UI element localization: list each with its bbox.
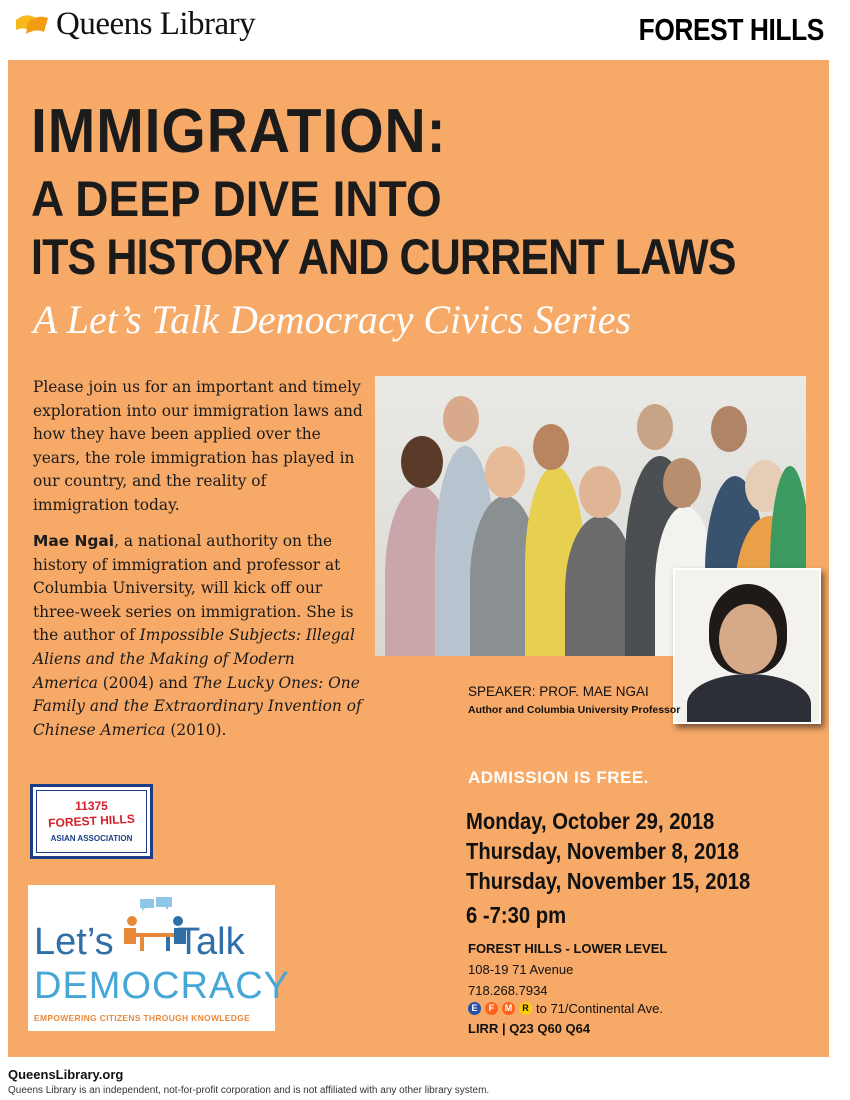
lets-talk-democracy-logo xyxy=(28,885,291,1031)
speaker-portrait xyxy=(673,568,821,724)
event-date-3: Thursday, November 15, 2018 xyxy=(466,868,751,894)
speaker-name: Mae Ngai xyxy=(33,532,115,550)
speaker-label: SPEAKER: PROF. MAE NGAI xyxy=(468,684,649,699)
series-subtitle: A Let’s Talk Democracy Civics Series xyxy=(33,297,632,342)
subway-r-icon: R xyxy=(519,1002,532,1015)
event-date-1: Monday, October 29, 2018 xyxy=(466,808,715,834)
location-address: 108-19 71 Avenue xyxy=(468,962,574,977)
badge-sub: ASIAN ASSOCIATION xyxy=(50,834,133,843)
asian-association-logo xyxy=(30,784,153,859)
subway-m-icon: M xyxy=(502,1002,515,1015)
branch-name: FOREST HILLS xyxy=(638,12,824,47)
footer-url[interactable]: QueensLibrary.org xyxy=(8,1067,124,1082)
subway-directions xyxy=(468,1001,663,1016)
subway-e-icon: E xyxy=(468,1002,481,1015)
bio-paragraph: Mae Ngai, a national authority on the history of immigration and professor at Columbia University, will kick off our three-week series on immigration. She is the author of Impossible Subjects: Illegal Aliens and the Making of Modern America (2004) and The Lucky Ones: One Family and the Extraordinary Invention of Chinese America (2010). xyxy=(33,532,362,739)
logo-text: Queens Library xyxy=(56,6,256,42)
footer-disclaimer: Queens Library is an independent, not-for-profit corporation and is not affiliated with any other library system. xyxy=(8,1085,490,1096)
subway-f-icon: F xyxy=(485,1002,498,1015)
admission-note: ADMISSION IS FREE. xyxy=(468,768,649,787)
location-title: FOREST HILLS - LOWER LEVEL xyxy=(468,941,668,956)
speaker-role: Author and Columbia University Professor xyxy=(468,704,681,716)
header xyxy=(0,0,850,60)
book-title-1: Impossible Subjects: Illegal Aliens and the Making of Modern America xyxy=(33,626,355,692)
ltd-tagline: EMPOWERING CITIZENS THROUGH KNOWLEDGE xyxy=(34,1013,251,1023)
location-phone[interactable]: 718.268.7934 xyxy=(468,983,548,998)
subway-text: to 71/Continental Ave. xyxy=(536,1001,663,1016)
badge-zip: 11375 xyxy=(75,799,108,813)
ltd-democracy: DEMOCRACY xyxy=(34,965,291,1007)
ltd-talk: Talk xyxy=(177,921,245,963)
event-time: 6 -7:30 pm xyxy=(466,902,567,928)
event-date-2: Thursday, November 8, 2018 xyxy=(466,838,739,864)
book-logo-icon xyxy=(14,10,50,40)
book-title-2: The Lucky Ones: One Family and the Extraordinary Invention of Chinese America xyxy=(33,673,362,739)
intro-paragraph: Please join us for an important and timely exploration into our immigration laws and how they have been applied over the years, the role immigration has played in our country, and the reality of immigration today. xyxy=(33,378,363,514)
transit-options: LIRR | Q23 Q60 Q64 xyxy=(468,1021,591,1036)
ltd-lets: Let’s xyxy=(34,921,114,963)
headline-line-1: IMMIGRATION: xyxy=(31,97,447,166)
badge-name: FOREST HILLS xyxy=(47,811,136,831)
headline-line-3: ITS HISTORY AND CURRENT LAWS xyxy=(31,229,736,285)
queens-library-logo[interactable] xyxy=(14,6,255,43)
headline-line-2: A DEEP DIVE INTO xyxy=(31,171,442,227)
